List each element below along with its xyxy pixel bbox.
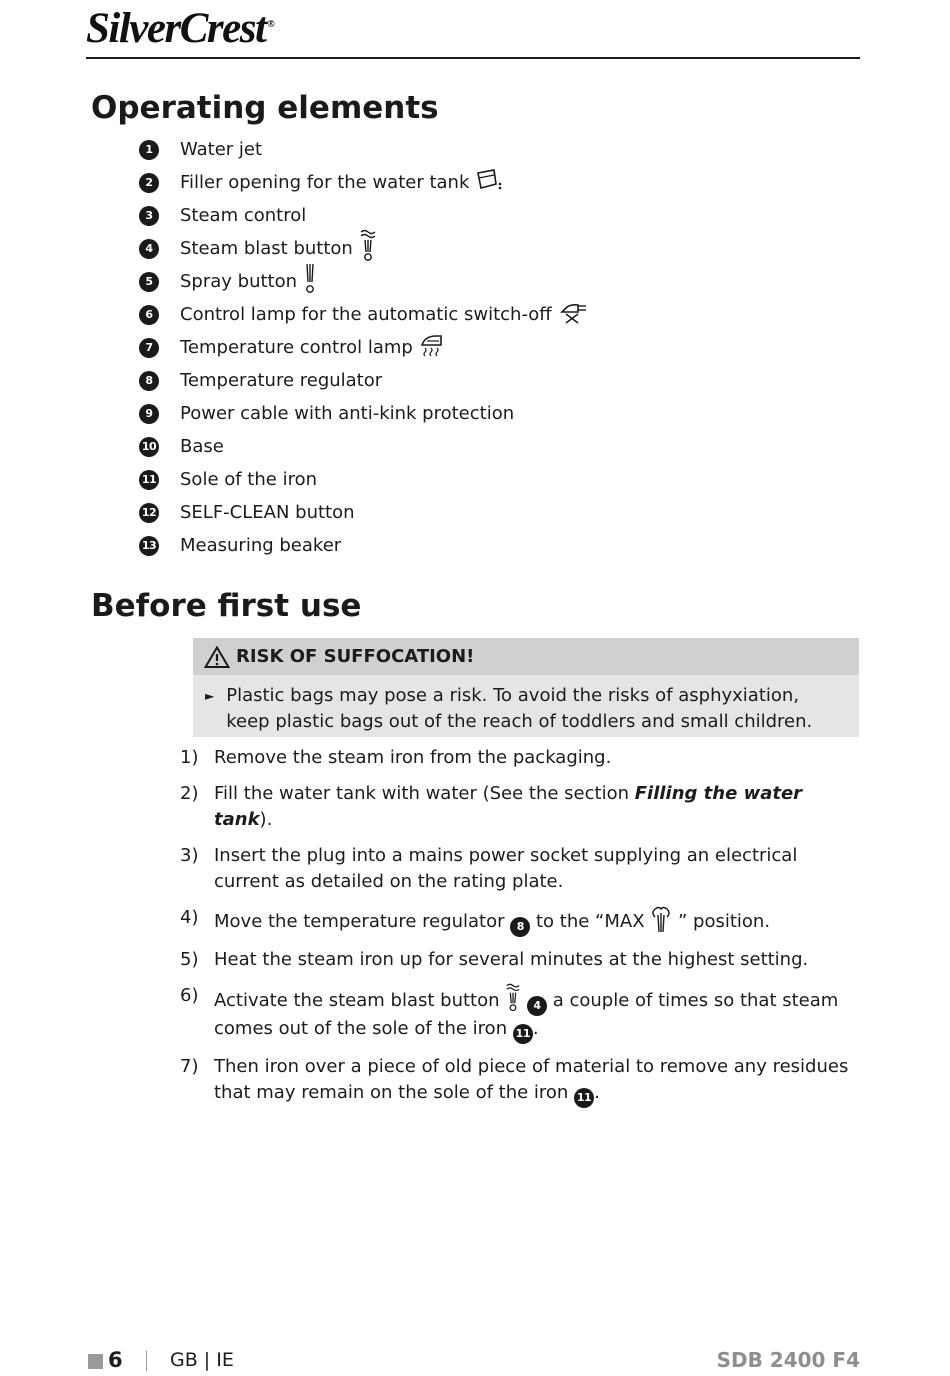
step-item (180, 745, 860, 771)
step-number: 2) (180, 783, 199, 804)
list-item (139, 331, 588, 364)
brand-logo: SilverCrest ® (86, 5, 274, 52)
item-label: Power cable with anti-kink protection (180, 403, 515, 424)
list-item (139, 166, 588, 199)
item-number-badge: 7 (139, 338, 159, 358)
warning-text: ► Plastic bags may pose a risk. To avoid the risks of asphyxiation, keep plastic bags out of the reach of toddlers and small children. (193, 675, 859, 735)
list-item (139, 133, 588, 166)
steam-blast-icon (359, 229, 377, 268)
model-number: SDB 2400 F4 (716, 1348, 860, 1372)
item-number-badge: 4 (139, 239, 159, 259)
step-number: 6) (180, 985, 199, 1006)
header-rule (86, 57, 860, 59)
list-item (139, 430, 588, 463)
section-reference: Filling the water tank (214, 783, 803, 830)
bullet-arrow-icon: ► (205, 689, 215, 703)
item-number-badge: 9 (139, 404, 159, 424)
item-number-badge: 8 (139, 371, 159, 391)
warning-title: RISK OF SUFFOCATION! (193, 638, 859, 675)
step-number: 1) (180, 747, 199, 768)
step-item (180, 1054, 860, 1108)
item-label: Base (180, 436, 224, 457)
list-item (139, 232, 588, 265)
steam-blast-icon (505, 983, 521, 1013)
page-number: 6 (108, 1348, 123, 1372)
step-text: Insert the plug into a mains power socket supplying an electrical current as detailed on the rating plate. (214, 845, 798, 892)
footer-divider (146, 1351, 147, 1371)
item-label: Control lamp for the automatic switch-off (180, 304, 552, 325)
step-text: Activate the steam blast button 4 a couple of times so that steam comes out of the sole of the iron 11 . (214, 983, 860, 1044)
step-item (180, 781, 860, 833)
step-text: Heat the steam iron up for several minutes at the highest setting. (214, 949, 809, 970)
ref-badge: 8 (510, 917, 530, 937)
item-number-badge: 13 (139, 536, 159, 556)
item-label: Water jet (180, 139, 263, 160)
step-item (180, 947, 860, 973)
list-item (139, 265, 588, 298)
item-number-badge: 10 (139, 437, 159, 457)
step-text: Fill the water tank with water (See the section Filling the water tank). (214, 783, 803, 830)
list-item (139, 496, 588, 529)
step-number: 4) (180, 907, 199, 928)
warning-triangle-icon (204, 646, 230, 668)
operating-elements-list (139, 133, 588, 562)
country-codes: GB | IE (170, 1349, 234, 1371)
ref-badge: 4 (527, 996, 547, 1016)
step-item (180, 843, 860, 895)
item-number-badge: 5 (139, 272, 159, 292)
list-item (139, 199, 588, 232)
item-number-badge: 6 (139, 305, 159, 325)
item-label: Filler opening for the water tank (180, 172, 470, 193)
step-number: 5) (180, 949, 199, 970)
list-item (139, 364, 588, 397)
spray-icon (303, 262, 317, 301)
item-label: Temperature regulator (180, 370, 383, 391)
warning-box (193, 638, 859, 737)
page-footer (88, 1346, 860, 1376)
list-item (139, 397, 588, 430)
temperature-lamp-icon (419, 333, 445, 362)
item-number-badge: 11 (139, 470, 159, 490)
setup-steps (180, 745, 860, 1118)
step-number: 7) (180, 1056, 199, 1077)
list-item (139, 298, 588, 331)
step-text: Move the temperature regulator 8 to the “MAX ” position. (214, 905, 860, 937)
ref-badge: 11 (574, 1088, 594, 1108)
footer-marker (88, 1354, 103, 1369)
step-item (180, 983, 860, 1044)
ref-badge: 11 (513, 1024, 533, 1044)
item-number-badge: 3 (139, 206, 159, 226)
operating-elements-heading: Operating elements (91, 90, 439, 126)
steam-max-icon (650, 905, 672, 935)
list-item (139, 463, 588, 496)
item-label: Steam blast button (180, 238, 353, 259)
step-text: Then iron over a piece of old piece of material to remove any residues that may remain on the sole of the iron 11 . (214, 1054, 860, 1108)
item-label: Temperature control lamp (180, 337, 413, 358)
step-text: Remove the steam iron from the packaging. (214, 747, 612, 768)
item-label: Sole of the iron (180, 469, 317, 490)
water-tank-icon (475, 168, 503, 197)
item-number-badge: 1 (139, 140, 159, 160)
item-label: Spray button (180, 271, 298, 292)
step-number: 3) (180, 845, 199, 866)
before-first-use-heading: Before first use (91, 588, 362, 624)
step-item (180, 905, 860, 937)
item-number-badge: 12 (139, 503, 159, 523)
item-label: SELF-CLEAN button (180, 502, 355, 523)
item-number-badge: 2 (139, 173, 159, 193)
list-item (139, 529, 588, 562)
auto-off-icon (558, 300, 588, 329)
item-label: Steam control (180, 205, 307, 226)
item-label: Measuring beaker (180, 535, 342, 556)
